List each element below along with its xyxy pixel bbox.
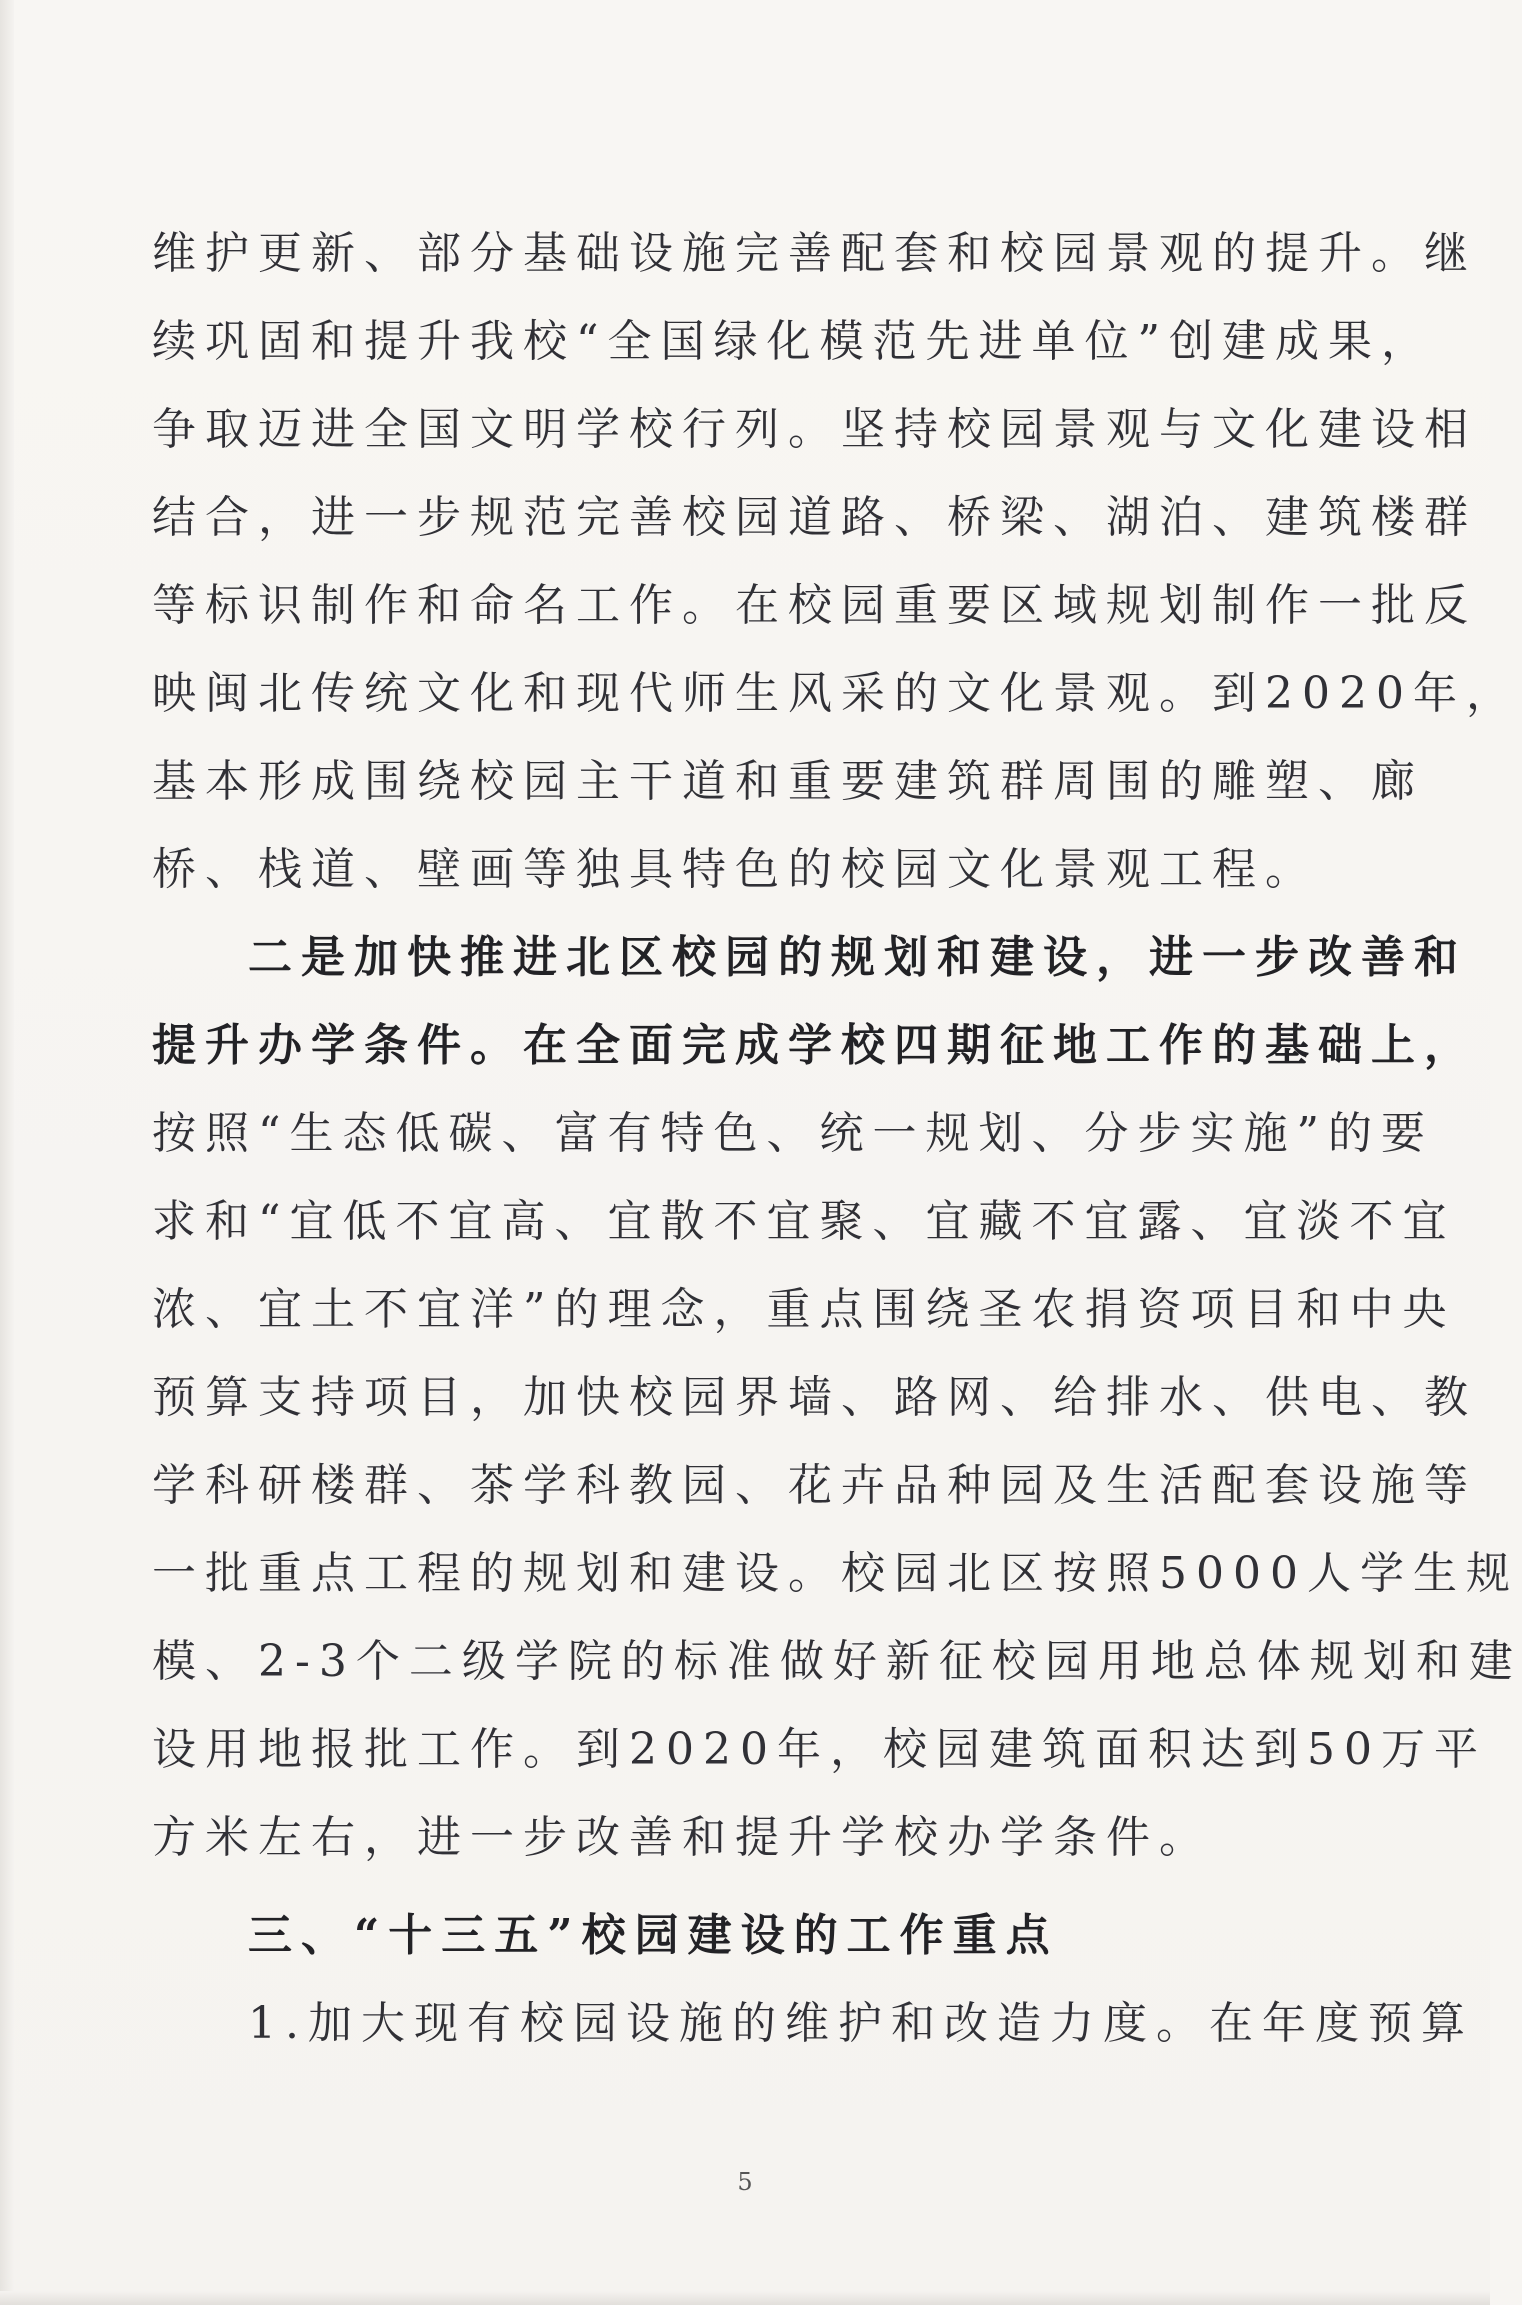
text-line: 学科研楼群、茶学科教园、花卉品种园及生活配套设施等	[152, 1460, 1477, 1511]
page-left-shadow	[0, 0, 14, 2305]
text-line: 争取迈进全国文明学校行列。坚持校园景观与文化建设相	[152, 404, 1477, 455]
text-line: 浓、宜土不宜洋”的理念，重点围绕圣农捐资项目和中央	[152, 1284, 1456, 1335]
text-line: 映闽北传统文化和现代师生风采的文化景观。到2020年，	[152, 668, 1519, 719]
text-line: 按照“生态低碳、富有特色、统一规划、分步实施”的要	[152, 1108, 1434, 1159]
text-line: 1.加大现有校园设施的维护和改造力度。在年度预算	[248, 1998, 1474, 2049]
page-number: 5	[737, 2168, 753, 2196]
text-line: 方米左右，进一步改善和提升学校办学条件。	[152, 1812, 1212, 1863]
text-line: 维护更新、部分基础设施完善配套和校园景观的提升。继	[152, 228, 1477, 279]
text-line: 基本形成围绕校园主干道和重要建筑群周围的雕塑、廊	[152, 756, 1424, 807]
section-heading: 三、“十三五”校园建设的工作重点	[248, 1910, 1059, 1961]
text-line-emphasis: 二是加快推进北区校园的规划和建设，进一步改善和	[248, 932, 1467, 983]
text-line: 结合，进一步规范完善校园道路、桥梁、湖泊、建筑楼群	[152, 492, 1477, 543]
text-line: 桥、栈道、壁画等独具特色的校园文化景观工程。	[152, 844, 1318, 895]
text-line-emphasis: 提升办学条件。在全面完成学校四期征地工作的基础上，	[152, 1020, 1477, 1071]
body-text	[152, 210, 1522, 2068]
text-line: 设用地报批工作。到2020年，校园建筑面积达到50万平	[152, 1724, 1487, 1775]
text-line: 一批重点工程的规划和建设。校园北区按照5000人学生规	[152, 1548, 1519, 1599]
text-line: 等标识制作和命名工作。在校园重要区域规划制作一批反	[152, 580, 1477, 631]
text-line: 预算支持项目，加快校园界墙、路网、给排水、供电、教	[152, 1372, 1477, 1423]
text-line: 模、2-3个二级学院的标准做好新征校园用地总体规划和建	[152, 1636, 1522, 1687]
text-line: 续巩固和提升我校“全国绿化模范先进单位”创建成果，	[152, 316, 1434, 367]
page-bottom-shadow	[0, 2291, 1490, 2305]
text-line: 求和“宜低不宜高、宜散不宜聚、宜藏不宜露、宜淡不宜	[152, 1196, 1456, 1247]
